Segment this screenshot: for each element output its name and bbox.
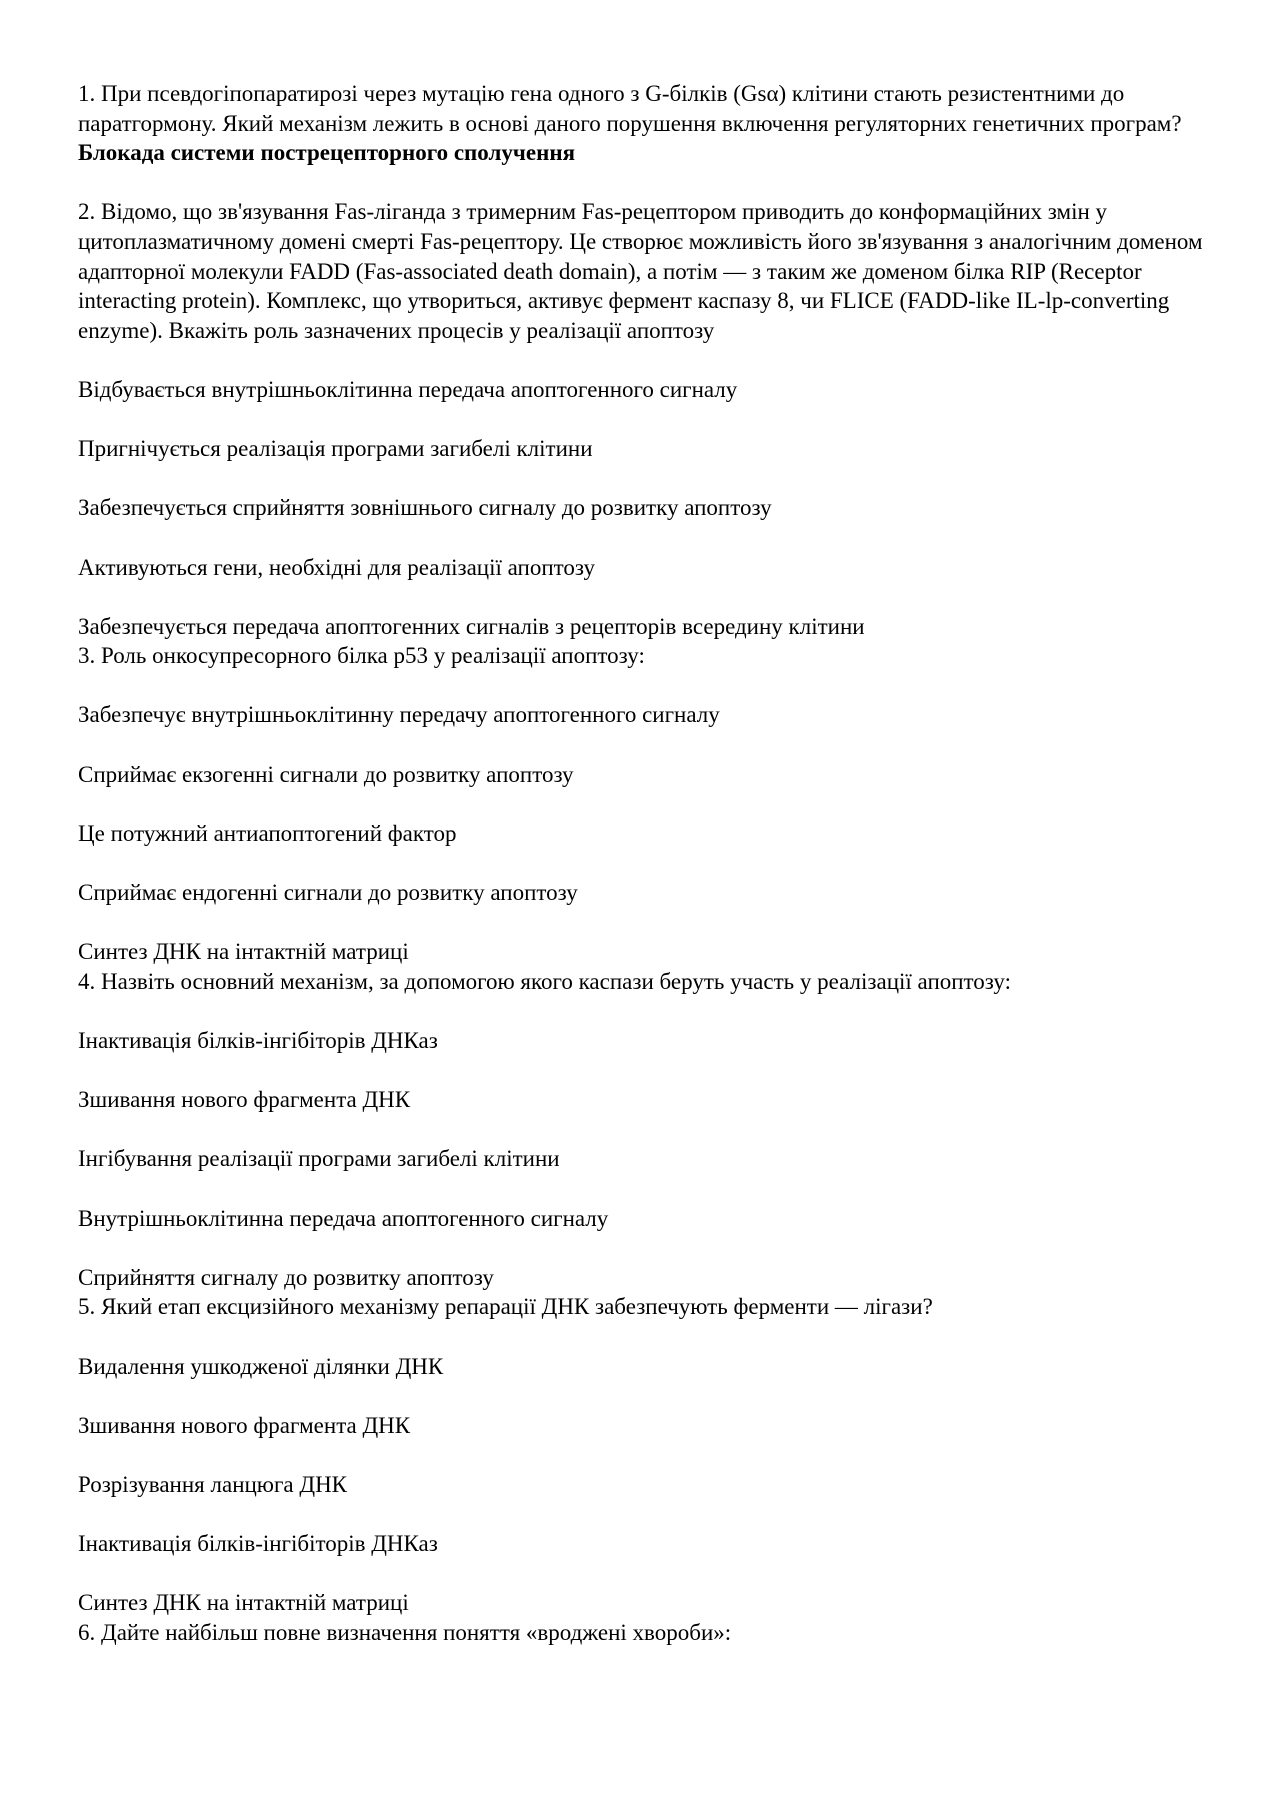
- question-5-option-1: Видалення ушкодженої ділянки ДНК: [78, 1353, 444, 1379]
- spacer: [78, 345, 1218, 375]
- question-2-option-4: Активуються гени, необхідні для реалізації апоптозу: [78, 554, 595, 580]
- spacer: [78, 789, 1218, 819]
- question-4-option-2: Зшивання нового фрагмента ДНК: [78, 1087, 411, 1113]
- spacer: [78, 1056, 1218, 1086]
- question-4-option-4: Внутрішньоклітинна передача апоптогенного сигналу: [78, 1205, 609, 1231]
- question-4-option-1: Інактивація білків-інгібіторів ДНКаз: [78, 1028, 438, 1053]
- question-2-option-3: Забезпечується сприйняття зовнішнього сигналу до розвитку апоптозу: [78, 495, 772, 521]
- spacer: [78, 582, 1218, 612]
- question-1-answer: Блокада системи пострецепторного сполучення: [78, 140, 576, 166]
- spacer: [78, 1115, 1218, 1145]
- question-5-option-3: Розрізування ланцюга ДНК: [78, 1471, 348, 1497]
- document-page: [78, 79, 1218, 1647]
- question-3-option-2: Сприймає екзогенні сигнали до розвитку апоптозу: [78, 761, 574, 787]
- question-3-option-5: Синтез ДНК на інтактній матриці: [78, 939, 409, 965]
- question-4-option-3: Інгібування реалізації програми загибелі клітини: [78, 1146, 560, 1172]
- spacer: [78, 1559, 1218, 1589]
- question-2-option-2: Пригнічується реалізація програми загибелі клітини: [78, 436, 593, 462]
- question-3-option-3: Це потужний антиапоптогений фактор: [78, 820, 457, 846]
- question-6-text: 6. Дайте найбільш повне визначення поняття «вроджені хвороби»:: [78, 1619, 732, 1645]
- question-3-text: 3. Роль онкосупресорного білка p53 у реалізації апоптозу:: [78, 643, 645, 669]
- question-3-option-1: Забезпечує внутрішньоклітинну передачу апоптогенного сигналу: [78, 702, 720, 728]
- question-2-option-5: Забезпечується передача апоптогенних сигналів з рецепторів всередину клітини: [78, 613, 865, 639]
- spacer: [78, 848, 1218, 878]
- question-5-text: 5. Який етап ексцизійного механізму репарації ДНК забезпечують ферменти — лігази?: [78, 1294, 933, 1320]
- question-5-option-2: Зшивання нового фрагмента ДНК: [78, 1412, 411, 1438]
- question-5-option-5: Синтез ДНК на інтактній матриці: [78, 1590, 409, 1616]
- spacer: [78, 405, 1218, 435]
- question-3-option-4: Сприймає ендогенні сигнали до розвитку апоптозу: [78, 880, 578, 906]
- spacer: [78, 168, 1218, 198]
- question-4-text: 4. Назвіть основний механізм, за допомогою якого каспази беруть участь у реалізації апоптозу:: [78, 968, 1011, 994]
- question-5-option-4: Інактивація білків-інгібіторів ДНКаз: [78, 1531, 438, 1557]
- spacer: [78, 671, 1218, 701]
- question-2-text: 2. Відомо, що зв'язування Fas-ліганда з тримерним Fas-рецептором приводить до конформаційних змін у цитоплазматичному домені смерті Fas-рецептору. Це створює можливість його зв'язування з аналогічним доменом адапторної молекули FADD (Fas-associated death domain), а потім — з таким же доменом білка RIP (Receptor interacting protein). Комплекс, що утвориться, активує фермент каспазу 8, чи FLICE (FADD-like IL-lp-converting enzyme). Вкажіть роль зазначених процесів у реалізації апоптозу: [78, 199, 1203, 343]
- spacer: [78, 908, 1218, 938]
- spacer: [78, 1500, 1218, 1530]
- spacer: [78, 996, 1218, 1026]
- question-2-option-1: Відбувається внутрішньоклітинна передача апоптогенного сигналу: [78, 376, 738, 402]
- spacer: [78, 1381, 1218, 1411]
- spacer: [78, 1174, 1218, 1204]
- spacer: [78, 1322, 1218, 1352]
- spacer: [78, 1440, 1218, 1470]
- spacer: [78, 1233, 1218, 1263]
- spacer: [78, 523, 1218, 553]
- spacer: [78, 730, 1218, 760]
- question-4-option-5: Сприйняття сигналу до розвитку апоптозу: [78, 1264, 494, 1290]
- question-1-text: 1. При псевдогіпопаратирозі через мутацію гена одного з G-білків (Gsα) клітини стають резистентними до паратгормону. Який механізм лежить в основі даного порушення включення регуляторних генетичних програм?: [78, 81, 1182, 136]
- spacer: [78, 464, 1218, 494]
